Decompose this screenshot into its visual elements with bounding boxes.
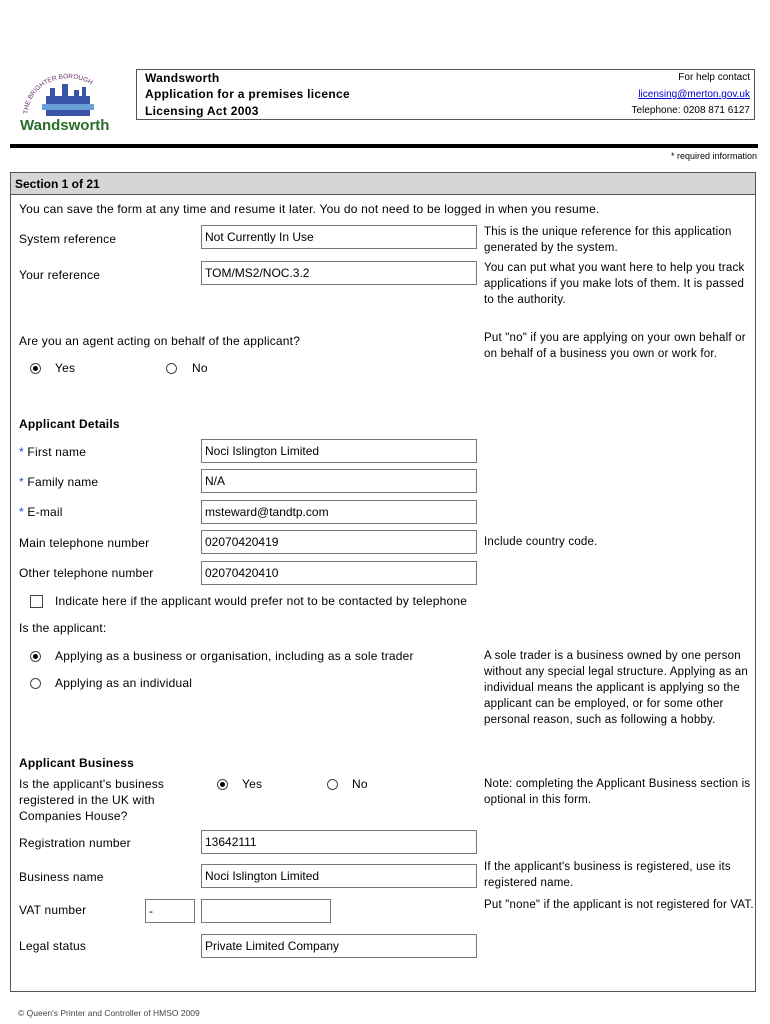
legal-status-input[interactable]: Private Limited Company — [201, 934, 477, 958]
your-reference-label: Your reference — [19, 268, 101, 282]
main-phone-input[interactable]: 02070420419 — [201, 530, 477, 554]
act-name: Licensing Act 2003 — [145, 104, 259, 118]
other-phone-label: Other telephone number — [19, 566, 154, 580]
vat-number-label: VAT number — [19, 903, 87, 917]
business-name-input[interactable]: Noci Islington Limited — [201, 864, 477, 888]
wandsworth-logo — [18, 70, 118, 134]
applicant-individual-radio[interactable] — [30, 678, 41, 689]
logo-ring-text: THE BRIGHTER BOROUGH — [22, 73, 94, 115]
help-phone: Telephone: 0208 871 6127 — [631, 105, 750, 116]
registration-number-input[interactable]: 13642111 — [201, 830, 477, 854]
business-name-help: If the applicant's business is registered, use its registered name. — [484, 861, 731, 889]
section-header — [11, 173, 755, 195]
family-name-label: * Family name — [19, 475, 99, 489]
is-applicant-label: Is the applicant: — [19, 621, 107, 635]
council-name: Wandsworth — [145, 71, 220, 85]
registered-help: Note: completing the Applicant Business section is optional in this form. — [484, 778, 751, 806]
legal-status-label: Legal status — [19, 939, 87, 953]
applicant-business-option-label: Applying as a business or organisation, including as a sole trader — [55, 649, 414, 663]
applicant-details-heading: Applicant Details — [19, 417, 120, 431]
no-telephone-contact-label: Indicate here if the applicant would prefer not to be contacted by telephone — [55, 594, 468, 608]
first-name-label: * First name — [19, 445, 87, 459]
agent-yes-label: Yes — [55, 361, 76, 375]
your-reference-help: You can put what you want here to help you track applications if you make lots of them. It is passed to the authority. — [484, 262, 745, 306]
agent-no-radio[interactable] — [166, 363, 177, 374]
registered-no-label: No — [352, 777, 368, 791]
main-phone-help: Include country code. — [484, 536, 598, 548]
registered-no-radio[interactable] — [327, 779, 338, 790]
required-info-note: * required information — [670, 151, 757, 161]
first-name-input[interactable]: Noci Islington Limited — [201, 439, 477, 463]
applicant-type-help: A sole trader is a business owned by one person without any special legal structure. Applying as an individual means the applicant is applying so the applicant can be employed, or for some other personal reason, such as following a hobby. — [484, 650, 748, 726]
logo-text: Wandsworth — [20, 117, 110, 134]
business-name-label: Business name — [19, 870, 104, 884]
registration-number-label: Registration number — [19, 836, 131, 850]
applicant-business-heading: Applicant Business — [19, 756, 134, 770]
applicant-business-radio[interactable] — [30, 651, 41, 662]
system-reference-help: This is the unique reference for this application generated by the system. — [484, 226, 732, 254]
header-rule — [10, 144, 758, 148]
section-intro: You can save the form at any time and resume it later. You do not need to be logged in when you resume. — [19, 202, 600, 216]
other-phone-input[interactable]: 02070420410 — [201, 561, 477, 585]
email-label: * E-mail — [19, 505, 63, 519]
applicant-individual-option-label: Applying as an individual — [55, 676, 193, 690]
your-reference-input[interactable]: TOM/MS2/NOC.3.2 — [201, 261, 477, 285]
family-name-input[interactable]: N/A — [201, 469, 477, 493]
no-telephone-contact-checkbox[interactable] — [30, 595, 43, 608]
header-box — [136, 69, 755, 120]
system-reference-field: Not Currently In Use — [201, 225, 477, 249]
agent-no-label: No — [192, 361, 208, 375]
agent-question: Are you an agent acting on behalf of the applicant? — [19, 334, 301, 348]
registered-yes-radio[interactable] — [217, 779, 228, 790]
registered-yes-label: Yes — [242, 777, 263, 791]
main-phone-label: Main telephone number — [19, 536, 150, 550]
vat-help: Put "none" if the applicant is not registered for VAT. — [484, 899, 754, 911]
form-section — [10, 172, 756, 992]
help-email-link[interactable]: licensing@merton.gov.uk — [638, 89, 750, 100]
footer-copyright: © Queen's Printer and Controller of HMSO 2009 — [18, 1008, 200, 1018]
agent-help: Put "no" if you are applying on your own behalf or on behalf of a business you own or work for. — [484, 332, 746, 360]
help-label: For help contact — [678, 72, 750, 83]
form-title: Application for a premises licence — [145, 87, 350, 101]
email-input[interactable]: msteward@tandtp.com — [201, 500, 477, 524]
registered-question: Is the applicant's business registered in the UK with Companies House? — [19, 777, 165, 823]
agent-yes-radio[interactable] — [30, 363, 41, 374]
vat-number-input[interactable] — [201, 899, 331, 923]
section-title: Section 1 of 21 — [15, 177, 100, 191]
system-reference-label: System reference — [19, 232, 117, 246]
vat-prefix-input[interactable]: - — [145, 899, 195, 923]
